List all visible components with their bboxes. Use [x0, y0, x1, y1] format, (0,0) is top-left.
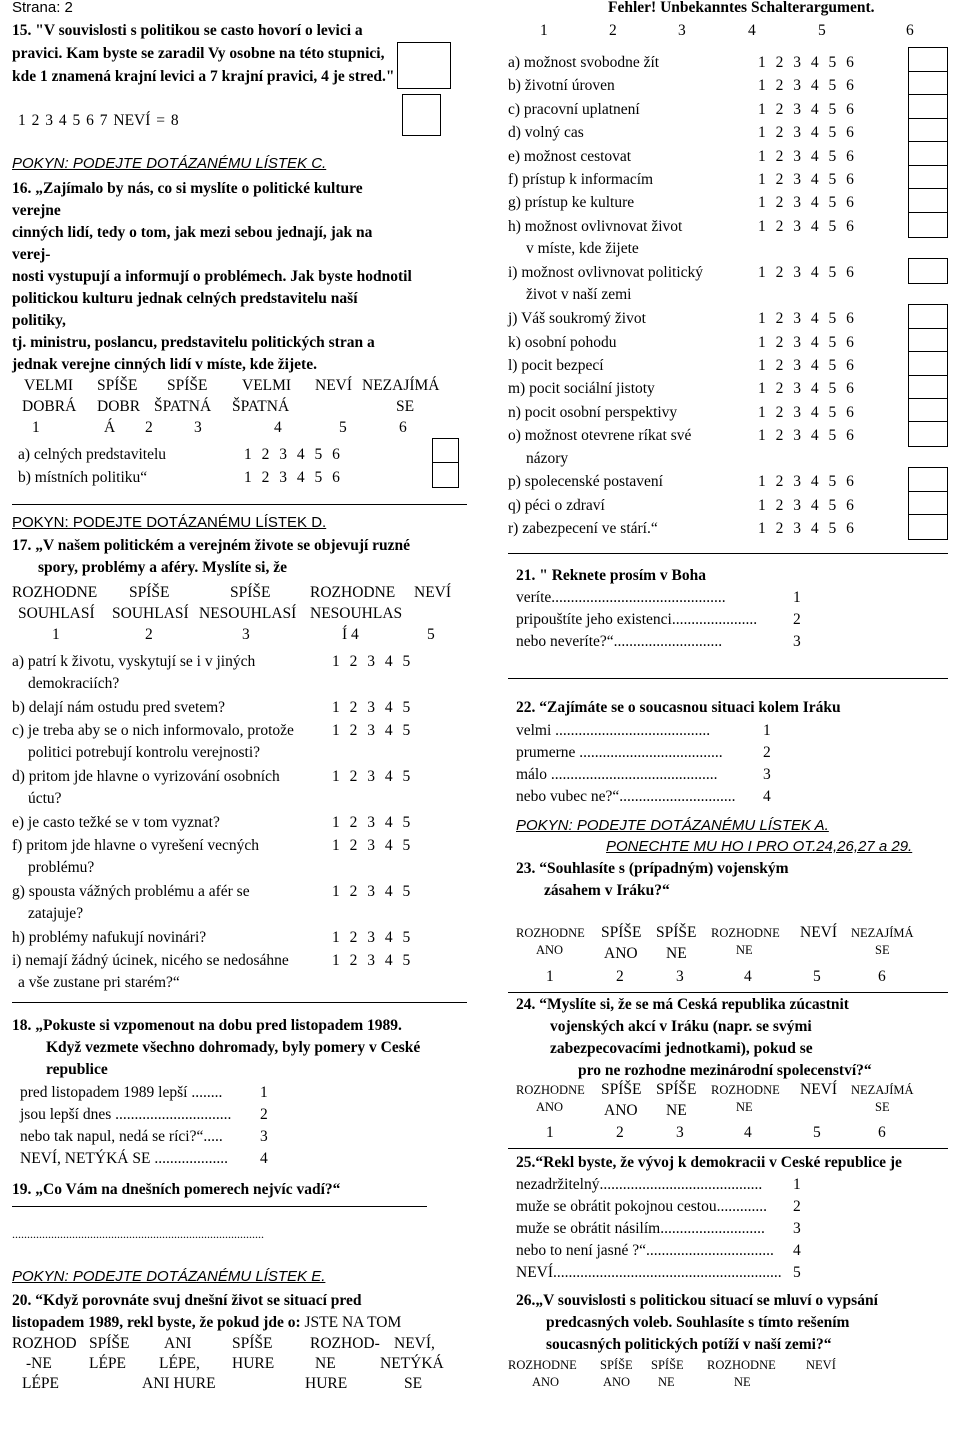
q17-item-i: i) nemají žádný úcinek, nicého se nedosáhne — [12, 952, 289, 969]
answer-box-q20h[interactable] — [908, 212, 948, 238]
answer-box-q20r[interactable] — [908, 514, 948, 540]
q20-item-o: o) možnost otevrene ríkat své — [508, 427, 692, 444]
q20-item-c: c) pracovní uplatnení — [508, 101, 640, 118]
answer-box-q20a[interactable] — [908, 47, 948, 73]
q15-scale: 1 2 3 4 5 6 7 NEVÍ = 8 — [18, 112, 179, 129]
q18-line3: republice — [46, 1061, 108, 1078]
q20-item-a: a) možnost svobodne žít — [508, 54, 660, 71]
q20-item-f: f) prístup k informacím — [508, 171, 654, 188]
q20-item-n: n) pocit osobní perspektivy — [508, 404, 678, 421]
q24-line1: 24. “Myslíte si, že se má Ceská republika zúcastnit — [516, 996, 849, 1013]
q16-line5: nosti vystupují a informují o problémech. Jak byste hodnotil — [12, 268, 412, 285]
q20-item-b: b) životní úroven — [508, 77, 615, 94]
q17-line1: 17. „V našem politickém a verejném živote se objevují ruzné — [12, 537, 411, 554]
q16-line4: verej- — [12, 246, 51, 263]
q17-item-b: b) delají nám ostudu pred svetem? — [12, 699, 226, 716]
q20-item-l: l) pocit bezpecí — [508, 357, 604, 374]
q18-line1: 18. „Pokuste si vzpomenout na dobu pred listopadem 1989. — [12, 1017, 402, 1034]
q16-line6: politickou kulturu jednak celných predstavitelu naší — [12, 290, 358, 307]
answer-box-q20c[interactable] — [908, 94, 948, 120]
q22-question: 22. “Zajímáte se o soucasnou situaci kolem Iráku — [516, 699, 841, 716]
answer-box-q20g[interactable] — [908, 188, 948, 214]
page-number: Strana: 2 — [12, 0, 73, 16]
answer-box-q16b[interactable] — [432, 462, 459, 488]
divider — [508, 553, 948, 554]
q22-instruction: POKYN: PODEJTE DOTÁZANÉMU LÍSTEK A. — [516, 817, 829, 834]
q16-line2: verejne — [12, 202, 61, 219]
q17-item-a: a) patrí k životu, vyskytují se i v jiných — [12, 653, 256, 670]
q16-line1: 16. „Zajímalo by nás, co si myslíte o politické kulture — [12, 180, 363, 197]
q19-instruction: POKYN: PODEJTE DOTÁZANÉMU LÍSTEK E. — [12, 1268, 326, 1285]
q20-item-r: r) zabezpecení ve stárí.“ — [508, 520, 658, 537]
answer-box-q15[interactable] — [402, 94, 441, 136]
answer-box-q20i[interactable] — [908, 258, 948, 284]
q15-instruction: POKYN: PODEJTE DOTÁZANÉMU LÍSTEK C. — [12, 155, 327, 172]
q26-line2: predcasných voleb. Souhlasíte s tímto rešením — [546, 1314, 850, 1331]
q23-line2: zásahem v Iráku?“ — [544, 882, 670, 899]
q16-item-a-scale: 1 2 3 4 5 6 — [244, 446, 340, 463]
q20-item-m: m) pocit sociální jistoty — [508, 380, 655, 397]
q16-item-b-label: b) místních politiku“ — [18, 469, 148, 486]
q17-item-d: d) pritom jde hlavne o vyrizování osobních — [12, 768, 280, 785]
q17-item-e: e) je casto težké se v tom vyznat? — [12, 814, 220, 831]
q16-item-a-label: a) celných predstavitelu — [18, 446, 167, 463]
answer-box-q15-top[interactable] — [397, 42, 451, 89]
q20-item-p: p) spolecenské postavení — [508, 473, 663, 490]
q19-question: 19. „Co Vám na dnešních pomerech nejvíc vadí?“ — [12, 1181, 341, 1198]
answer-box-q16a[interactable] — [432, 438, 459, 464]
divider — [12, 1206, 427, 1207]
divider — [12, 504, 467, 505]
q18-line2: Když vezmete všechno dohromady, byly pomery v Ceské — [46, 1039, 421, 1056]
answer-box-q20l[interactable] — [908, 351, 948, 377]
q25-question: 25.“Rekl byste, že vývoj k demokracii v Ceské republice je — [516, 1154, 902, 1171]
q24-line2: vojenských akcí v Iráku (napr. se svými — [550, 1018, 812, 1035]
q24-line4: pro ne rozhodne mezinárodní spolecenství?“ — [578, 1062, 872, 1079]
answer-box-q20e[interactable] — [908, 141, 948, 167]
answer-box-q20j[interactable] — [908, 304, 948, 330]
q20-item-g: g) prístup ke kulture — [508, 194, 635, 211]
q17-item-c: c) je treba aby se o nich informovalo, protože — [12, 722, 294, 739]
q16-line7: politiky, — [12, 312, 66, 329]
q20-line1: 20. “Když porovnáte svuj dnešní život se situací pred — [12, 1292, 362, 1309]
q26-line3: soucasných politických potíží v naší zemi?“ — [546, 1336, 832, 1353]
divider — [508, 678, 948, 679]
q20-item-e: e) možnost cestovat — [508, 148, 632, 165]
q20-item-j: j) Váš soukromý život — [508, 310, 646, 327]
q20-item-k: k) osobní pohodu — [508, 334, 617, 351]
divider — [12, 1002, 467, 1003]
divider — [508, 1148, 948, 1149]
q15-line1: 15. "V souvislosti s politikou se casto hovorí o levici a — [12, 22, 363, 39]
q21-question: 21. " Reknete prosím v Boha — [516, 567, 707, 584]
q26-line1: 26.„V souvislosti s politickou situací se mluví o vypsání — [516, 1292, 878, 1309]
q19-answer-line[interactable]: .................................................................................... — [12, 1227, 264, 1241]
q16-line9: jednak verejne cinných lidí v míste, kde žijete. — [12, 356, 317, 373]
q24-line3: zabezpecovacími jednotkami), pokud se — [550, 1040, 813, 1057]
divider — [508, 992, 948, 993]
q15-line2: pravici. Kam byste se zaradil Vy osobne na této stupnici, — [12, 45, 385, 62]
q17-item-g: g) spousta vážných problému a afér se — [12, 883, 250, 900]
q23-line1: 23. “Souhlasíte s (prípadným) vojenským — [516, 860, 789, 877]
q20-item-h: h) možnost ovlivnovat život — [508, 218, 683, 235]
q17-item-f: f) pritom jde hlavne o vyrešení vecných — [12, 837, 260, 854]
q17-item-h: h) problémy nafukují novinári? — [12, 929, 207, 946]
answer-box-q20o[interactable] — [908, 421, 948, 447]
q16-line8: tj. ministru, poslancu, predstavitelu politických stran a — [12, 334, 375, 351]
q20-item-d: d) volný cas — [508, 124, 584, 141]
q22-instruction-2: PONECHTE MU HO I PRO OT.24,26,27 a 29. — [606, 838, 913, 855]
q16-instruction: POKYN: PODEJTE DOTÁZANÉMU LÍSTEK D. — [12, 514, 327, 531]
q20-item-i: i) možnost ovlivnovat politický — [508, 264, 704, 281]
error-header: Fehler! Unbekanntes Schalterargument. — [608, 0, 875, 16]
q17-line2: spory, problémy a aféry. Myslíte si, že — [38, 559, 287, 576]
q20-line2: listopadem 1989, rekl byste, že pokud jde o: JSTE NA TOM — [12, 1314, 402, 1331]
q20-item-q: q) péci o zdraví — [508, 497, 605, 514]
q15-line3: kde 1 znamená krajní levici a 7 krajní pravici, 4 je stred." — [12, 68, 395, 85]
answer-box-q20p[interactable] — [908, 467, 948, 493]
q16-item-b-scale: 1 2 3 4 5 6 — [244, 469, 340, 486]
q16-line3: cinných lidí, tedy o tom, jak mezi sebou jednají, jak na — [12, 224, 373, 241]
